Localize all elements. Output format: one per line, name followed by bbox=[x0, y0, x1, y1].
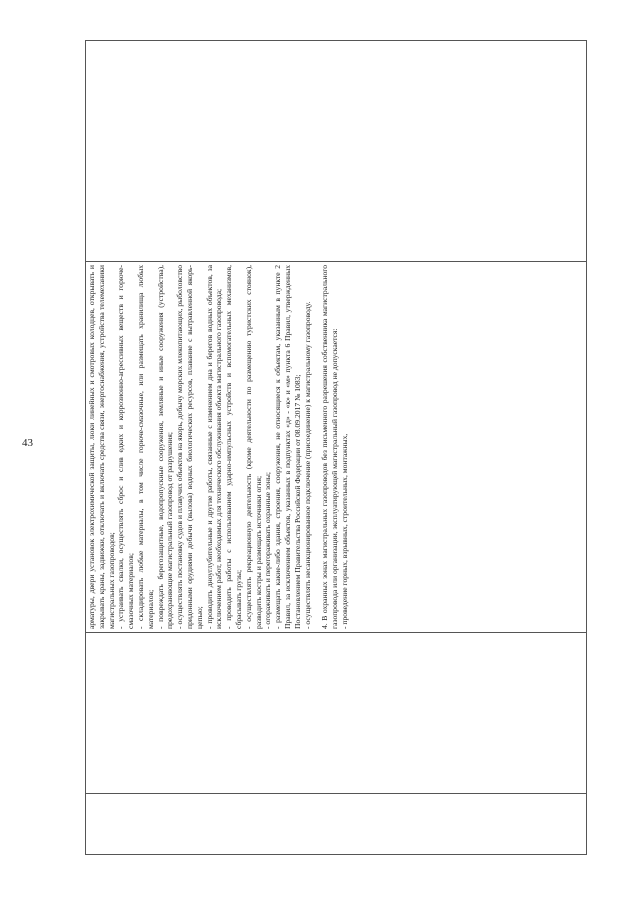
table-cell-empty-1 bbox=[86, 794, 587, 855]
table-row bbox=[86, 41, 587, 855]
restriction-line: - устраивать свалки, осуществлять сброс и слив едких и коррозионно-агрессивных веществ и горюче-смазочных материалов; bbox=[116, 265, 136, 629]
restriction-line: - осуществлять постановку судов и плавучих объектов на якорь, добычу морских млекопитающих, рыболовство придонными орудиями добычи (вылова) водных биологических ресурсов, плавание с вытравленной якорь-цепью; bbox=[175, 265, 204, 629]
paragraph-4-item: - проведение горных, взрывных, строительных, монтажных, bbox=[339, 433, 349, 629]
restriction-line: - проводить дноуглубительные и другие работы, связанные с изменением дна и берегов водных объектов, за исключением работ, необходимых для технического обслуживания объекта магистрального газопровода; bbox=[204, 265, 224, 629]
restriction-line: - осуществлять несанкционированное подключение (присоединение) к магистральному газопроводу. bbox=[302, 301, 312, 629]
table-cell-restrictions bbox=[86, 262, 587, 633]
page-number: 43 bbox=[22, 437, 33, 449]
restriction-line: - складировать любые материалы, в том числе горюче-смазочные, или размещать хранилища любых материалов; bbox=[135, 265, 155, 629]
rotated-page-content bbox=[85, 45, 587, 855]
table-cell-empty-2 bbox=[86, 633, 587, 794]
restrictions-text bbox=[86, 262, 351, 632]
paragraph-4-intro: 4. В охранных зонах магистральных газопроводов без письменного разрешения собственника магистрального газопровода или организации, эксплуатирующей магистральный газопровод не допускается: bbox=[320, 265, 340, 629]
restriction-line: арматуры, двери установок электрохимической защиты, люки линейных и смотровых колодцев, открывать и закрывать краны, задвижки, отключать и включать средства связи, энергоснабжения, устройства телемеханики магистральных газопроводов; bbox=[87, 265, 116, 629]
table-cell-empty-4 bbox=[86, 41, 587, 262]
zones-table bbox=[85, 40, 587, 855]
paragraph-gap bbox=[312, 265, 320, 629]
restriction-line: - повреждать берегозащитные, водопропускные сооружения, земляные и иные сооружения (устройства), предохраняющие магистральный газопровод от разрушения; bbox=[155, 265, 175, 629]
restriction-line: - проводить работы с использованием ударно-импульсных устройств и вспомогательных механизмов, сбрасывать грузы; bbox=[224, 265, 243, 629]
restriction-line: - размещать какие-либо здания, строения, сооружения, не относящиеся к объектам, указанным в пункте 2 Правил, за исключением объектов, указанных в подпунктах «д» - «к» и «м» пункта 6 Правил, утвержденных Постановлением Правительства Российской Федерации от 08.09.2017 № 1083; bbox=[273, 265, 302, 629]
restriction-line: - осуществлять рекреационную деятельность (кроме деятельности по размещению туристских стоянок), разводить костры и размещать источники огня; bbox=[243, 265, 263, 629]
restriction-line: - огораживать и перегораживать охранные зоны; bbox=[263, 472, 273, 629]
